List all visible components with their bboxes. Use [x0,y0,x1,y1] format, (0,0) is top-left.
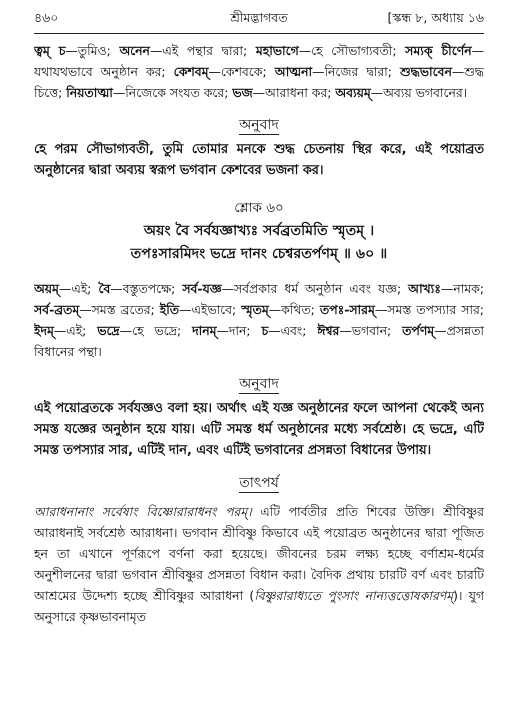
synonym-term: সর্ব-ব্রতম্‌ [34,302,80,317]
verse-label: শ্লোক ৬০ [234,200,284,216]
synonym-meaning: —নিজের দ্বারা; [312,64,400,79]
synonym-term: সম্যক্‌ চীর্ণেন [405,43,472,58]
synonym-meaning: —এই; [53,323,98,338]
synonym-meaning: —প্রসন্নতা বিধানের পন্থা। [34,323,484,359]
synonym-term: আত্মনা [274,64,313,79]
purport-quote-1: আরাধনানাং সর্বেষাং বিষ্ণোরারাধনং পরম্‌। [34,504,252,519]
verse-line-1: অয়ং বৈ সর্বযজ্ঞাখ্যঃ সর্বব্রতমিতি স্মৃতম্‌ । [143,223,375,239]
synonym-term: আখ্যঃ [408,281,441,296]
book-title: শ্রীমদ্ভাগবত [230,10,288,25]
synonym-term: শুদ্ধভাবেন [399,64,452,79]
translation-heading-1: অনুবাদ [239,117,279,133]
synonyms-paragraph-2 [34,278,484,362]
verse-line-2: তপঃসারমিদং ভদ্রে দানং চেশ্বরতর্পণম্‌ ॥ ৬০ ॥ [130,246,388,262]
synonym-term: বৈ [98,281,111,296]
synonym-term: দানম্‌ [192,323,217,338]
synonym-term: কেশবম্‌ [173,64,209,79]
synonym-term: স্মৃতম্‌ [241,302,269,317]
synonym-meaning: —নিজেকে সংযত করে; [112,85,233,100]
synonym-meaning: —হে সৌভাগ্যবতী; [298,43,406,58]
translation-2: এই পয়োব্রতকে সর্বযজ্ঞও বলা হয়। অর্থাৎ এই যজ্ঞ অনুষ্ঠানের ফলে আপনা থেকেই অন্য সমস্ত যজ্ঞের অনুষ্ঠান হয়ে যায়। এটি সমস্ত ধর্ম অনুষ্ঠানের মধ্যে সর্বশ্রেষ্ঠ। হে ভদ্রে, এটি সমস্ত তপস্যার সার, এটিই দান, এবং এটিই ভগবানের প্রসন্নতা বিধানের উপায়। [34,401,484,458]
synonym-meaning: —অব্যয় ভগবানের। [370,85,468,100]
synonym-meaning: —কথিত; [268,302,320,317]
synonym-meaning: —শুদ্ধ চিত্তে; [34,64,484,100]
synonym-term: সর্ব-যজ্ঞ [182,281,222,296]
synonym-meaning: —সমস্ত তপস্যার সার; [374,302,484,317]
synonym-meaning: —এইভাবে; [179,302,242,317]
synonym-term: অনেন [119,43,150,58]
synonym-meaning: —নামক; [440,281,484,296]
synonym-meaning: —ভগবান; [339,323,403,338]
synonym-meaning: —বস্তুতপক্ষে; [110,281,183,296]
synonym-meaning: —এই পন্থার দ্বারা; [149,43,256,58]
synonym-meaning: —এবং; [268,323,318,338]
synonym-term: ভজ [232,85,253,100]
synonym-term: তপঃ-সারম্‌ [319,302,375,317]
synonym-meaning: —এই; [58,281,99,296]
synonym-term: তর্পণম্‌ [402,323,435,338]
purport-heading: তাৎপর্য [239,475,279,491]
synonyms-paragraph-1 [34,40,484,103]
section-reference: [স্কন্ধ ৮, অধ্যায় ১৬ [387,10,484,25]
synonym-meaning: —হে ভদ্রে; [119,323,193,338]
page [34,10,484,715]
synonym-term: মহাভাগে [255,43,299,58]
synonym-term: অয়ম্‌ [34,281,59,296]
synonym-term: চ [261,323,269,338]
purport-text-2: )। যুগ অনুসারে কৃষ্ণভাবনামৃত [34,588,484,624]
synonym-meaning: —দান; [216,323,262,338]
translation-heading-2: অনুবাদ [239,376,279,392]
purport-quote-2: বিষ্ণুরারাধ্যতে পুংসাং নান্যত্তত্তোষকারণম্‌ [254,588,454,603]
synonym-meaning: —সমস্ত ব্রতের; [79,302,160,317]
synonym-term: ত্বম্‌ চ [34,43,66,58]
page-number: ৪৬০ [34,10,59,25]
synonym-term: ঈশ্বর [317,323,340,338]
purport-text-1: এটি পার্বতীর প্রতি শিবের উক্তি। শ্রীবিষ্ণুর আরাধনাই সর্বশ্রেষ্ঠ আরাধনা। ভগবান শ্রীবিষ্ণু কিভাবে এই পয়োব্রত অনুষ্ঠানের দ্বারা পূজিত হন তা এখানে পূর্ণরূপে বর্ণনা করা হয়েছে। জীবনের চরম লক্ষ্য হচ্ছে বর্ণাশ্রম-ধর্মের অনুশীলনের দ্বারা ভগবান শ্রীবিষ্ণুর প্রসন্নতা বিধান করা। বৈদিক প্রথায় চারটি বর্ণ এবং চারটি আশ্রমের উদ্দেশ্য হচ্ছে শ্রীবিষ্ণুর আরাধনা ( [34,504,484,603]
synonym-term: ইদম্‌ [34,323,54,338]
synonym-meaning: —কেশবকে; [208,64,275,79]
synonym-term: ভদ্রে [97,323,120,338]
synonym-meaning: —সর্বপ্রকার ধর্ম অনুষ্ঠান এবং যজ্ঞ; [221,281,409,296]
synonym-meaning: —আরাধনা কর; [252,85,336,100]
synonym-term: অব্যয়ম্‌ [335,85,371,100]
synonym-meaning: —যথাযথভাবে অনুষ্ঠান কর; [34,43,484,79]
synonym-meaning: —তুমিও; [65,43,120,58]
running-header [34,10,484,34]
synonym-term: নিয়তাত্মা [66,85,113,100]
purport-paragraph [34,501,484,627]
translation-1: হে পরম সৌভাগ্যবতী, তুমি তোমার মনকে শুদ্ধ চেতনায় স্থির করে, এই পয়োব্রত অনুষ্ঠানের দ্বারা অব্যয় স্বরূপ ভগবান কেশবের ভজনা কর। [34,142,484,178]
synonym-term: ইতি [159,302,180,317]
